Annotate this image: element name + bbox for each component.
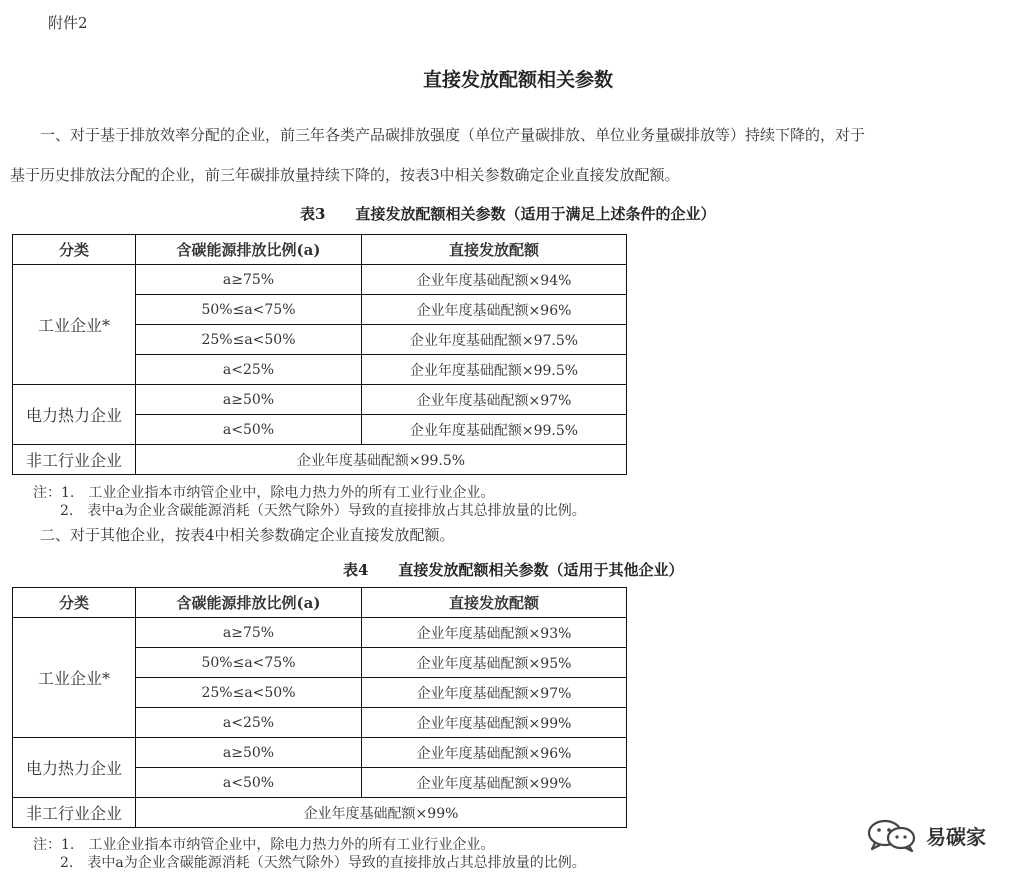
quota-cell: 企业年度基础配额×93% (362, 618, 627, 648)
quota-cell: 企业年度基础配额×99% (362, 708, 627, 738)
table-header-row (13, 235, 627, 265)
quota-cell: 企业年度基础配额×96% (362, 295, 627, 325)
table-4-caption: 表4 直接发放配额相关参数（适用于其他企业） (343, 561, 684, 579)
table-row (13, 445, 627, 475)
category-non-industrial: 非工行业企业 (13, 798, 136, 828)
quota-cell: 企业年度基础配额×94% (362, 265, 627, 295)
header-quota: 直接发放配额 (362, 235, 627, 265)
table-3-caption: 表3 直接发放配额相关参数（适用于满足上述条件的企业） (300, 205, 716, 223)
table-3 (12, 234, 627, 475)
header-category: 分类 (13, 235, 136, 265)
table-3-note-1: 注：1. 工业企业指本市纳管企业中，除电力热力外的所有工业行业企业。 (33, 485, 495, 501)
header-category: 分类 (13, 588, 136, 618)
wechat-icon (866, 818, 918, 852)
quota-cell: 企业年度基础配额×96% (362, 738, 627, 768)
table-4-note-2: 2. 表中a为企业含碳能源消耗（天然气除外）导致的直接排放占其总排放量的比例。 (60, 855, 586, 871)
table-row (13, 265, 627, 295)
table-4-note-1: 注：1. 工业企业指本市纳管企业中，除电力热力外的所有工业行业企业。 (33, 837, 495, 853)
table-3-note-2: 2. 表中a为企业含碳能源消耗（天然气除外）导致的直接排放占其总排放量的比例。 (60, 503, 586, 519)
ratio-cell: 50%≤a<75% (136, 648, 362, 678)
document-title: 直接发放配额相关参数 (422, 69, 613, 91)
ratio-cell: a≥50% (136, 738, 362, 768)
quota-cell: 企业年度基础配额×97% (362, 678, 627, 708)
ratio-cell: a<25% (136, 355, 362, 385)
ratio-cell: 50%≤a<75% (136, 295, 362, 325)
table-row (13, 385, 627, 415)
quota-cell: 企业年度基础配额×95% (362, 648, 627, 678)
header-ratio: 含碳能源排放比例(a) (136, 235, 362, 265)
table-4 (12, 587, 627, 828)
ratio-cell: 25%≤a<50% (136, 678, 362, 708)
paragraph-2: 二、对于其他企业，按表4中相关参数确定企业直接发放配额。 (40, 526, 455, 544)
ratio-cell: 25%≤a<50% (136, 325, 362, 355)
table-header-row (13, 588, 627, 618)
quota-cell: 企业年度基础配额×99.5% (136, 445, 627, 475)
ratio-cell: a≥50% (136, 385, 362, 415)
quota-cell: 企业年度基础配额×97.5% (362, 325, 627, 355)
category-power-heat: 电力热力企业 (13, 738, 136, 798)
quota-cell: 企业年度基础配额×99% (362, 768, 627, 798)
category-non-industrial: 非工行业企业 (13, 445, 136, 475)
ratio-cell: a≥75% (136, 265, 362, 295)
quota-cell: 企业年度基础配额×97% (362, 385, 627, 415)
ratio-cell: a<50% (136, 768, 362, 798)
category-industrial: 工业企业* (13, 618, 136, 738)
category-power-heat: 电力热力企业 (13, 385, 136, 445)
paragraph-1-line-2: 基于历史排放法分配的企业，前三年碳排放量持续下降的，按表3中相关参数确定企业直接发放配额。 (10, 166, 680, 184)
ratio-cell: a<50% (136, 415, 362, 445)
header-quota: 直接发放配额 (362, 588, 627, 618)
attachment-label: 附件2 (48, 14, 88, 32)
ratio-cell: a≥75% (136, 618, 362, 648)
watermark-text: 易碳家 (926, 824, 986, 849)
table-row (13, 738, 627, 768)
watermark (866, 818, 986, 852)
ratio-cell: a<25% (136, 708, 362, 738)
table-row (13, 798, 627, 828)
paragraph-1-line-1: 一、对于基于排放效率分配的企业，前三年各类产品碳排放强度（单位产量碳排放、单位业务量碳排放等）持续下降的，对于 (40, 126, 866, 144)
category-industrial: 工业企业* (13, 265, 136, 385)
quota-cell: 企业年度基础配额×99.5% (362, 415, 627, 445)
table-row (13, 618, 627, 648)
header-ratio: 含碳能源排放比例(a) (136, 588, 362, 618)
quota-cell: 企业年度基础配额×99% (136, 798, 627, 828)
quota-cell: 企业年度基础配额×99.5% (362, 355, 627, 385)
